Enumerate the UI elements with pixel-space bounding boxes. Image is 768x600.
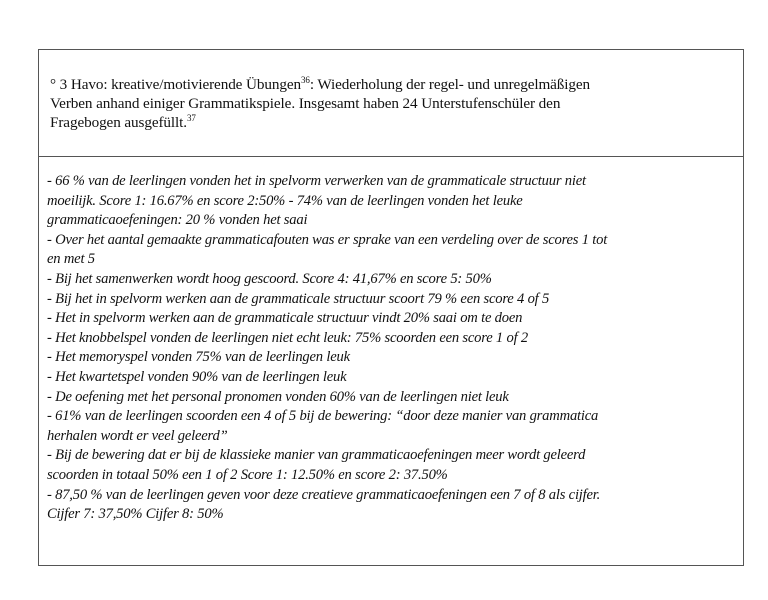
footnote-ref-36: 36 bbox=[301, 75, 310, 85]
result-line: herhalen wordt er veel geleerd” bbox=[47, 427, 228, 444]
header-line1-rest: : Wiederholung der regel- und unregelmäßigen bbox=[309, 76, 591, 93]
result-line: - Het kwartetspel vonden 90% van de leerlingen leuk bbox=[47, 368, 347, 385]
result-line: - 87,50 % van de leerlingen geven voor deze creatieve grammaticaoefeningen een 7 of 8 als cijfer. bbox=[47, 486, 601, 503]
result-line: en met 5 bbox=[47, 251, 95, 268]
header-line2: Verben anhand einiger Grammatikspiele. Insgesamt haben 24 Unterstufenschüler den bbox=[50, 95, 561, 112]
result-line: Cijfer 7: 37,50% Cijfer 8: 50% bbox=[47, 506, 224, 523]
result-line: - Over het aantal gemaakte grammaticafouten was er sprake van een verdeling over de scores 1 tot bbox=[47, 231, 608, 248]
header-line3: Fragebogen ausgefüllt. bbox=[50, 114, 187, 131]
result-line: - Bij het samenwerken wordt hoog gescoord. Score 4: 41,67% en score 5: 50% bbox=[47, 270, 492, 287]
result-line: - Het memoryspel vonden 75% van de leerlingen leuk bbox=[47, 349, 350, 366]
class-description bbox=[50, 75, 740, 132]
result-line: - Het in spelvorm werken aan de grammaticale structuur vindt 20% saai om te doen bbox=[47, 310, 523, 327]
result-line: scoorden in totaal 50% een 1 of 2 Score 1: 12.50% en score 2: 37.50% bbox=[47, 466, 448, 483]
results-table bbox=[38, 49, 744, 566]
result-line: - Bij het in spelvorm werken aan de grammaticale structuur scoort 79 % een score 4 of 5 bbox=[47, 290, 550, 307]
result-line: moeilijk. Score 1: 16.67% en score 2:50% - 74% van de leerlingen vonden het leuke bbox=[47, 192, 523, 209]
table-header-cell bbox=[39, 50, 743, 157]
result-line: - Het knobbelspel vonden de leerlingen niet echt leuk: 75% scoorden een score 1 of 2 bbox=[47, 329, 528, 346]
result-line: grammaticaoefeningen: 20 % vonden het saai bbox=[47, 212, 308, 229]
result-line: - Bij de bewering dat er bij de klassieke manier van grammaticaoefeningen meer wordt geleerd bbox=[47, 447, 586, 464]
header-title: ° 3 Havo: kreative/motivierende Übungen bbox=[50, 76, 302, 93]
result-line: - De oefening met het personal pronomen vonden 60% van de leerlingen niet leuk bbox=[47, 388, 509, 405]
result-line: - 61% van de leerlingen scoorden een 4 of 5 bij de bewering: “door deze manier van grammatica bbox=[47, 408, 599, 425]
result-line: - 66 % van de leerlingen vonden het in spelvorm verwerken van de grammaticale structuur niet bbox=[47, 173, 586, 189]
results-list bbox=[47, 172, 737, 525]
footnote-ref-37: 37 bbox=[186, 113, 196, 123]
